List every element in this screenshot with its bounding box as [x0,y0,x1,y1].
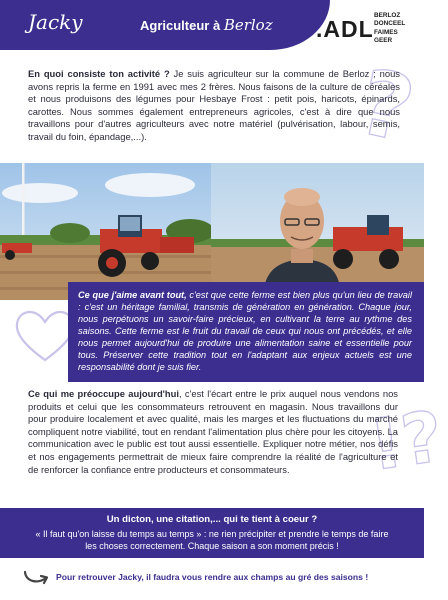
question-mark-icon: ? [349,49,423,164]
concern-answer: , c'est l'écart entre le prix auquel nous vendons nos produits et celui que les consommateurs retrouvent en magasin. Nous travaillons dur pour produire localement et avec qualité, mais les marges et les fluctuations du marché compliquent notre viabilité, tout en rendant l'alimentation plus chère pour les citoyens. La communication avec le public est tout aussi essentielle. Expliquer notre métier, nos défis et nos engagements permettrait de mieux faire comprendre la réalité de l'agriculture et de renforcer la confiance entre producteurs et consommateurs. [28,388,398,475]
role-place: Berloz [223,16,273,34]
saying-title: Un dicton, une citation,... qui te tient à coeur ? [106,514,318,525]
saying-text: « Il faut qu'on laisse du temps au temps » : ne rien précipiter et prendre le temps de faire les choses correctement. Chaque saison a son moment précis ! [35,529,389,551]
exclamation-question-icon: !? [364,395,448,487]
intro-question: En quoi consiste ton activité ? [28,68,170,79]
farmer-role [140,16,273,34]
photo-tractor-field [0,163,211,300]
commune-name: GEER [374,37,393,45]
commune-name: DONCEEL [374,20,406,28]
footer-text: Pour retrouver Jacky, il faudra vous rendre aux champs au gré des saisons ! [56,572,369,582]
commune-name: FAIMES [374,28,398,36]
farmer-name: Jacky [28,10,83,34]
adl-communes [374,12,405,46]
concern-question: Ce qui me préoccupe aujourd'hui [28,388,179,399]
concern-paragraph [28,388,398,476]
curved-arrow-icon [22,568,50,586]
quote-lead: Ce que j'aime avant tout, [78,290,187,300]
intro-paragraph [28,68,400,144]
commune-name: BERLOZ [374,12,401,19]
role-prefix: Agriculteur à [140,18,221,33]
quote-body: c'est que cette ferme est bien plus qu'un lieu de travail : c'est un héritage familial, transmis de génération en génération. Chaque jour, nous perpétuons un savoir-faire précieux, en cultivant la terre au rythme des saisons. Cette ferme est le fruit du travail de ceux qui nous ont précédés, et elle nous permet aujourd'hui de produire une alimentation saine et essentielle pour tous. Préserver cette tradition tout en l'adaptant aux enjeux actuels est une responsabilité dont je suis fier. [78,290,412,372]
quote-paragraph [78,289,412,373]
intro-answer: Je suis agriculteur sur la commune de Berloz ; nous avons repris la ferme en 1991 avec mes 2 frères. Nous faisons de la culture de céréales et nous produisons des légumes pour Hesbaye Frost : petit pois, haricots, épinards, carottes. Nous sommes également entrepreneurs agricoles, c'est à dire que nous travaillons pour d'autres agriculteurs avec notre matériel (pulvérisation, labour, semis, travail du foin, épandage,...). [28,68,400,142]
photo-farmer-portrait [211,163,424,300]
adl-logo: .ADL [316,16,374,42]
